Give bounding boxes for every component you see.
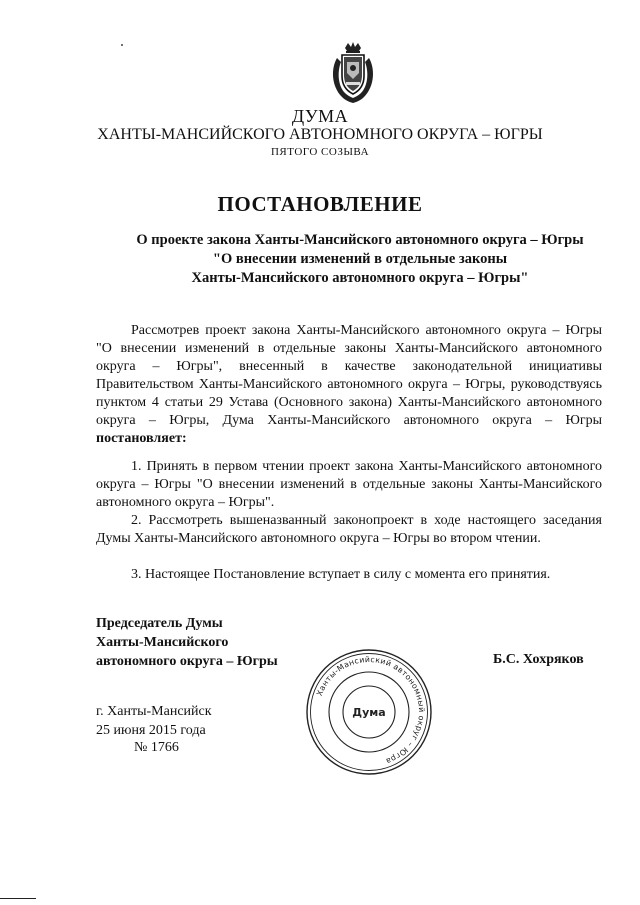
signer-name: Б.С. Хохряков [493,652,584,667]
subject-line-3: Ханты-Мансийского автономного округа – Югры" [191,270,529,286]
intro-paragraph [96,322,602,448]
convocation-label: ПЯТОГО СОЗЫВА [270,146,370,158]
scan-speck [121,44,123,46]
signature-position [96,614,278,671]
intro-text: Рассмотрев проект закона Ханты-Мансийского автономного округа – Югры "О внесении изменений в отдельные законы Ханты-Мансийского автономного округа – Югры", внесенный в качестве законодательной инициативы Правительством Ханты-Мансийского автономного округа – Югры, руководствуясь пунктом 4 статьи 29 Устава (Основного закона) Ханты-Мансийского автономного округа – Югры, Дума Ханты-Мансийского автономного округа – Югры [96,323,602,428]
stamp-ring-text: Ханты-Мансийский автономный округ – Югра [314,654,427,766]
document-type: ПОСТАНОВЛЕНИЕ [217,192,423,216]
okrug-title: ХАНТЫ-МАНСИЙСКОГО АВТОНОМНОГО ОКРУГА – ЮГРЫ [97,126,543,143]
duma-title: ДУМА [291,106,349,126]
bottom-rule [0,898,36,899]
place: г. Ханты-Мансийск [96,704,212,719]
stamp-center-text: Дума [352,706,386,719]
signature-position-line-1: Председатель Думы [96,616,223,631]
item-2: 2. Рассмотреть вышеназванный законопроект в ходе настоящего заседания Думы Ханты-Мансийского автономного округа – Югры во втором чтении. [96,513,602,546]
signature-position-line-2: Ханты-Мансийского [96,635,229,650]
coat-of-arms-icon [330,42,376,104]
official-stamp [305,648,433,776]
subject-line-2: "О внесении изменений в отдельные законы [212,251,508,267]
signature-position-line-3: автономного округа – Югры [96,654,278,669]
decision-word: постановляет: [96,431,187,446]
subject-line-1: О проекте закона Ханты-Мансийского автономного округа – Югры [136,232,584,248]
item-3: 3. Настоящее Постановление вступает в силу с момента его принятия. [131,567,551,582]
date: 25 июня 2015 года [96,723,206,738]
item-1: 1. Принять в первом чтении проект закона Ханты-Мансийского автономного округа – Югры "О внесении изменений в отдельные законы Ханты-Мансийского автономного округа – Югры". [96,459,602,510]
document-number: № 1766 [134,740,179,755]
place-and-date [96,702,212,740]
